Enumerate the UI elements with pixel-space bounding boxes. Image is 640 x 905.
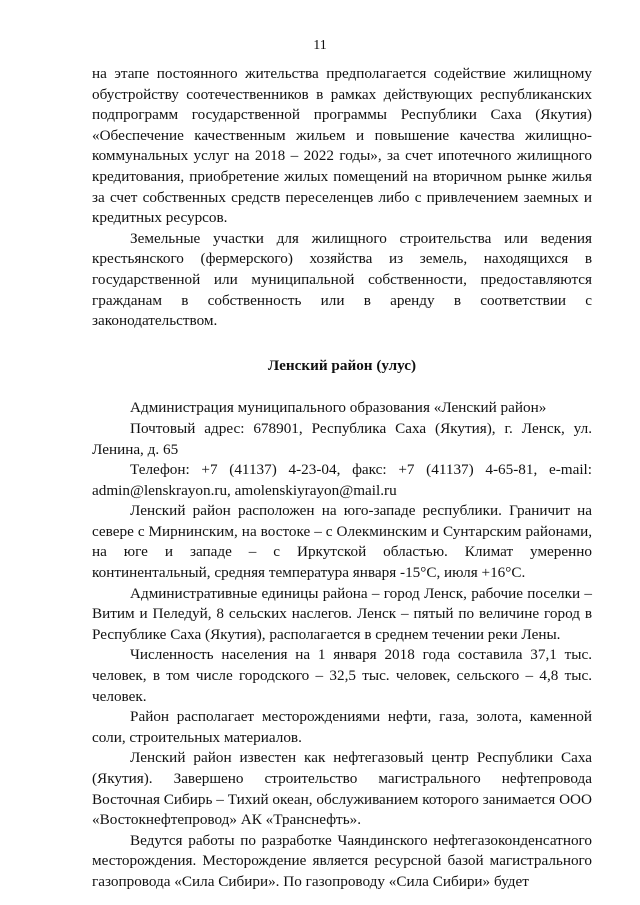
paragraph-housing-support: на этапе постоянного жительства предполагается содействие жилищному обустройству соотечественников в рамках действующих республиканских подпрограмм государственной программы Республики Саха (Якутия) «Обеспечение качественным жильем и повышение качества жилищно-коммунальных услуг на 2018 – 2022 годы», за счет ипотечного жилищного кредитования, приобретение жилых помещений на вторичном рынке жилья за счет собственных средств переселенцев либо с привлечением заемных и кредитных ресурсов. [92,65,592,227]
page-number: 11 [313,38,327,53]
email-separator: , [227,481,235,499]
paragraph-contacts [92,460,592,501]
document-body [92,64,592,893]
paragraph-location: Ленский район расположен на юго-западе республики. Граничит на севере с Мирнинским, на востоке – с Олекминским и Сунтарским районами, на юге и западе – с Иркутской областью. Климат умеренно континентальный, средняя температура января -15°С, июля +16°С. [92,502,592,582]
phone-fax-text: Телефон: +7 (41137) 4-23-04, факс: +7 (41137) 4-65-81, e-mail: [130,461,592,479]
paragraph-chayanda-field: Ведутся работы по разработке Чаяндинского нефтегазоконденсатного месторождения. Месторождение является ресурсной базой магистрального газопровода «Сила Сибири». По газопроводу «Сила Сибири» будет [92,831,592,890]
paragraph-land-plots: Земельные участки для жилищного строительства или ведения крестьянского (фермерского) хозяйства из земель, находящихся в государственной или муниципальной собственности, предоставляются гражданам в собственность или в аренду в соответствии с законодательством. [92,229,592,330]
email-link-admin[interactable]: admin@lenskrayon.ru [92,481,228,499]
email-link-mail[interactable]: amolenskiyrayon@mail.ru [234,481,397,499]
paragraph-administrative-units: Административные единицы района – город Ленск, рабочие поселки – Витим и Пеледуй, 8 сельских наслегов. Ленск – пятый по величине город в Республике Саха (Якутия), располагается в среднем течении реки Лены. [92,584,592,643]
paragraph-address: Почтовый адрес: 678901, Республика Саха (Якутия), г. Ленск, ул. Ленина, д. 65 [92,419,592,458]
paragraph-population: Численность населения на 1 января 2018 года составила 37,1 тыс. человек, в том числе городского – 32,5 тыс. человек, сельского – 4,8 тыс. человек. [92,646,592,705]
paragraph-oil-gas-center: Ленский район известен как нефтегазовый центр Республики Саха (Якутия). Завершено строительство магистрального нефтепровода Восточная Сибирь – Тихий океан, обслуживанием которого занимается ООО «Востокнефтепровод» АК «Транснефть». [92,749,592,829]
paragraph-deposits: Район располагает месторождениями нефти, газа, золота, каменной соли, строительных материалов. [92,708,592,746]
section-title: Ленский район (улус) [267,356,417,374]
paragraph-administration: Администрация муниципального образования «Ленский район» [130,399,547,417]
